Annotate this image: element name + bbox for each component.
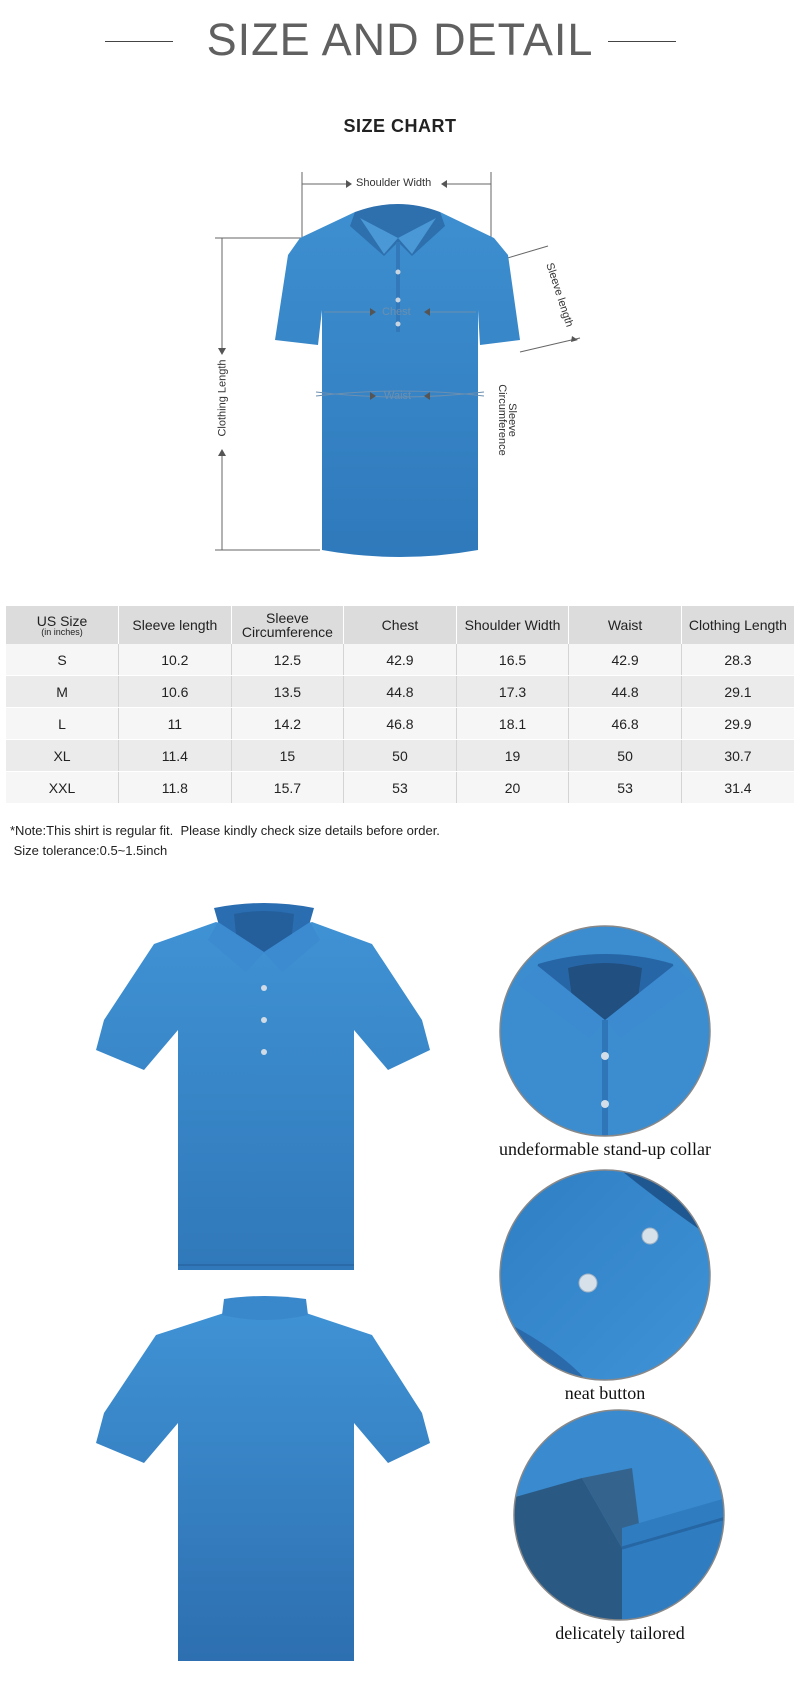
table-row <box>6 676 794 708</box>
table-row <box>6 708 794 740</box>
shirt-back-image <box>96 1295 436 1665</box>
cell-shoulder-width: 19 <box>456 740 569 772</box>
cell-clothing-length: 29.1 <box>681 676 794 708</box>
cell-sleeve-length: 11 <box>119 708 232 740</box>
cell-waist: 44.8 <box>569 676 682 708</box>
label-shoulder-width: Shoulder Width <box>356 177 432 189</box>
label-clothing-length: Clothing Length <box>216 359 229 437</box>
cell-chest: 46.8 <box>344 708 457 740</box>
caption-button: neat button <box>564 1383 646 1403</box>
size-diagram <box>0 160 800 570</box>
cell-clothing-length: 31.4 <box>681 772 794 804</box>
label-chest: Chest <box>382 306 411 318</box>
cell-waist: 42.9 <box>569 644 682 676</box>
cell-sleeve-circumference: 12.5 <box>231 644 344 676</box>
cell-waist: 50 <box>569 740 682 772</box>
col-shoulder-width: Shoulder Width <box>456 606 569 644</box>
cell-sleeve-circumference: 15.7 <box>231 772 344 804</box>
col-chest: Chest <box>344 606 457 644</box>
cell-shoulder-width: 16.5 <box>456 644 569 676</box>
cell-chest: 50 <box>344 740 457 772</box>
cell-chest: 44.8 <box>344 676 457 708</box>
button-detail-image <box>498 1168 712 1382</box>
page-title: SIZE AND DETAIL <box>206 14 594 65</box>
cell-size: L <box>6 708 119 740</box>
table-header-row <box>6 606 794 644</box>
cell-shoulder-width: 20 <box>456 772 569 804</box>
label-sleeve-length: Sleeve length <box>543 261 576 329</box>
size-chart-title: SIZE CHART <box>343 116 457 136</box>
caption-collar: undeformable stand-up collar <box>499 1139 711 1159</box>
cell-sleeve-length: 11.8 <box>119 772 232 804</box>
cell-clothing-length: 30.7 <box>681 740 794 772</box>
cell-sleeve-circumference: 14.2 <box>231 708 344 740</box>
col-us-size-unit: (in inches) <box>41 626 83 637</box>
table-row <box>6 772 794 804</box>
cell-size: XL <box>6 740 119 772</box>
shirt-front-diagram <box>275 204 520 557</box>
tolerance-note: Size tolerance:0.5~1.5inch <box>10 843 168 858</box>
cell-sleeve-length: 10.2 <box>119 644 232 676</box>
label-sleeve-circumference-2: Circumference <box>495 384 508 456</box>
cell-chest: 53 <box>344 772 457 804</box>
cell-shoulder-width: 18.1 <box>456 708 569 740</box>
fit-note: *Note:This shirt is regular fit. Please kindly check size details before order. <box>10 823 440 838</box>
size-table <box>6 606 794 804</box>
collar-detail-image <box>498 924 712 1138</box>
col-us-size: US Size (in inches) <box>6 606 119 644</box>
cell-waist: 53 <box>569 772 682 804</box>
col-sleeve-circumference: Sleeve Circumference <box>231 606 344 644</box>
header-rule-right <box>608 41 676 42</box>
cell-sleeve-circumference: 13.5 <box>231 676 344 708</box>
cell-shoulder-width: 17.3 <box>456 676 569 708</box>
cell-sleeve-circumference: 15 <box>231 740 344 772</box>
cell-clothing-length: 29.9 <box>681 708 794 740</box>
cell-size: XXL <box>6 772 119 804</box>
cell-waist: 46.8 <box>569 708 682 740</box>
shirt-front-image <box>96 900 436 1275</box>
label-sleeve-circumference-1: Sleeve <box>505 403 518 437</box>
cell-chest: 42.9 <box>344 644 457 676</box>
label-waist: Waist <box>384 390 412 402</box>
cell-sleeve-length: 10.6 <box>119 676 232 708</box>
cell-sleeve-length: 11.4 <box>119 740 232 772</box>
cell-size: S <box>6 644 119 676</box>
col-waist: Waist <box>569 606 682 644</box>
table-row <box>6 644 794 676</box>
col-sleeve-length: Sleeve length <box>119 606 232 644</box>
col-clothing-length: Clothing Length <box>681 606 794 644</box>
table-row <box>6 740 794 772</box>
hem-detail-image <box>512 1408 726 1622</box>
caption-tailored: delicately tailored <box>555 1623 685 1643</box>
cell-clothing-length: 28.3 <box>681 644 794 676</box>
cell-size: M <box>6 676 119 708</box>
